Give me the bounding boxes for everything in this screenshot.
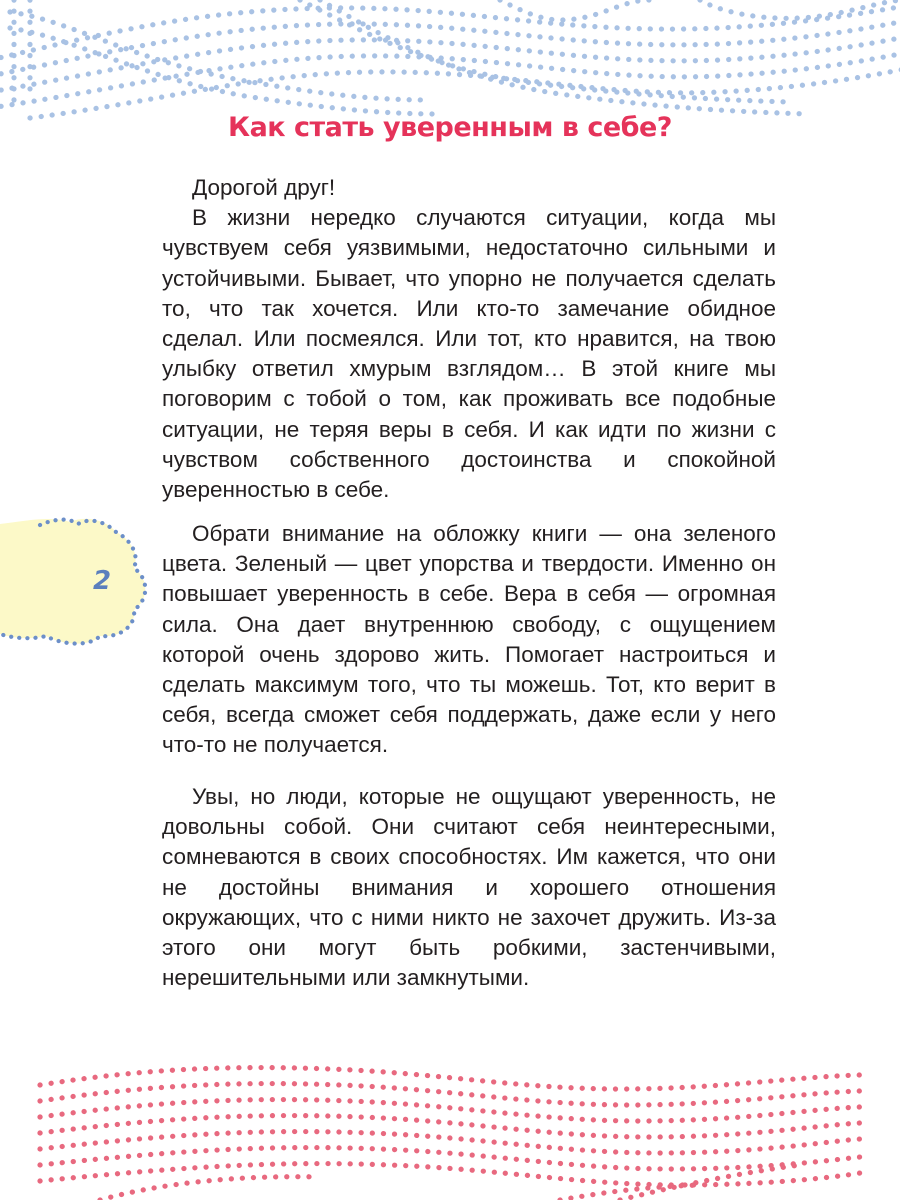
paragraph-green-cover: Обрати внимание на обложку книги — она зеленого цвета. Зеленый — цвет упорства и твердости. Именно он повышает уверенность в себе. Вера в себя — огромная сила. Она дает внутреннюю свободу, с ощущением которой очень здорово жить. Помогает настроиться и сделать максимум того, что ты можешь. Тот, кто верит в себя, всегда сможет себя поддержать, даже если у него что-то не получается. — [162, 521, 776, 758]
top-dotted-decoration — [0, 0, 900, 130]
bottom-dotted-decoration — [0, 1055, 900, 1200]
text-block-green-cover — [162, 519, 776, 761]
paragraph-greeting: Дорогой друг! — [192, 175, 336, 200]
paragraph-insecure-people: Увы, но люди, которые не ощущают уверенность, не довольны собой. Они считают себя неинтересными, сомневаются в своих способностях. Им кажется, что они не достойны внимания и хорошего отношения окружающих, что с ними никто не захочет дружить. Из-за этого они могут быть робкими, застенчивыми, нерешительными или замкнутыми. — [162, 784, 776, 991]
text-block-insecure-people — [162, 782, 776, 993]
page-title: Как стать уверенным в себе? — [228, 112, 672, 143]
paragraph-intro: В жизни нередко случаются ситуации, когда мы чувствуем себя уязвимыми, недостаточно сильными и устойчивыми. Бывает, что упорно не получается сделать то, что так хочется. Или кто-то замечание обидное сделал. Или посмеялся. Или тот, кто нравится, на твою улыбку ответил хмурым взглядом… В этой книге мы поговорим с тобой о том, как проживать все подобные ситуации, не теряя веры в себя. И как идти по жизни с чувством собственного достоинства и спокойной уверенностью в себе. — [162, 205, 776, 503]
page-number: 2 — [92, 566, 112, 596]
text-block-intro — [162, 173, 776, 505]
